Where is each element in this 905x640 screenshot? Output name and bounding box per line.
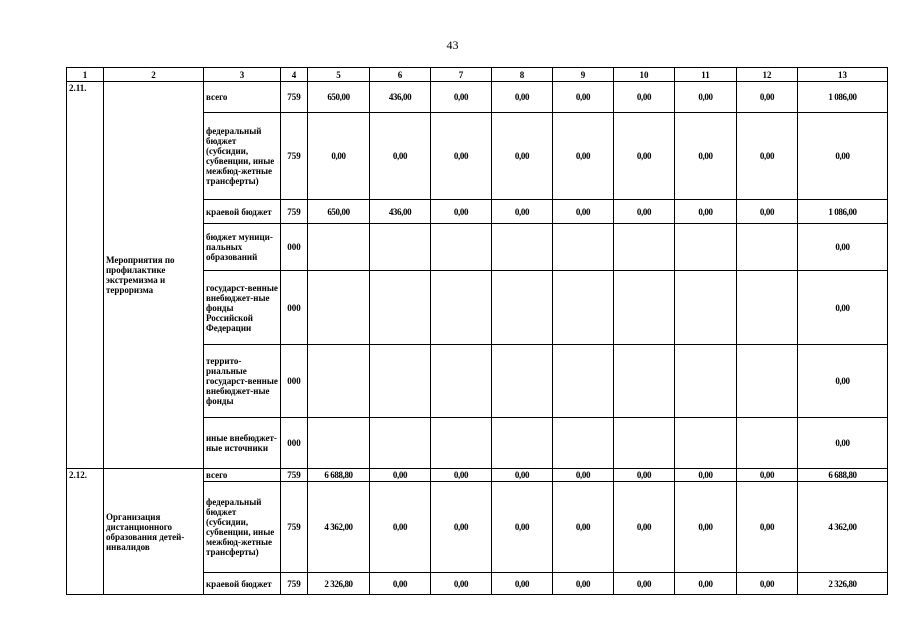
amount-cell [370,418,431,469]
amount-cell: 0,00 [798,271,888,345]
column-number: 13 [798,68,888,82]
amount-cell [675,271,737,345]
amount-cell: 4 362,00 [308,482,370,573]
page-number: 43 [446,38,459,52]
amount-cell: 0,00 [431,482,492,573]
amount-cell: 0,00 [737,469,798,482]
amount-cell [308,345,370,418]
amount-cell: 0,00 [675,482,737,573]
funding-source: краевой бюджет [204,200,281,224]
column-number: 8 [492,68,553,82]
item-number: 2.11. [67,82,104,469]
amount-cell: 0,00 [492,82,553,113]
amount-cell [308,418,370,469]
amount-cell: 0,00 [431,573,492,595]
amount-cell [492,345,553,418]
amount-cell: 650,00 [308,82,370,113]
amount-cell: 0,00 [492,573,553,595]
amount-cell: 0,00 [614,469,675,482]
amount-cell: 0,00 [492,200,553,224]
funding-source: федеральный бюджет (субсидии, субвенции, иные межбюд-жетные трансферты) [204,113,281,200]
budget-code: 759 [281,482,308,573]
amount-cell: 0,00 [798,418,888,469]
column-number: 6 [370,68,431,82]
amount-cell [675,224,737,271]
amount-cell: 0,00 [737,82,798,113]
amount-cell [553,418,614,469]
budget-code: 759 [281,469,308,482]
amount-cell: 0,00 [492,469,553,482]
amount-cell: 0,00 [308,113,370,200]
amount-cell: 436,00 [370,200,431,224]
amount-cell: 1 086,00 [798,82,888,113]
amount-cell [553,224,614,271]
amount-cell: 0,00 [675,82,737,113]
amount-cell: 0,00 [492,482,553,573]
measure-name: Мероприятия по профилактике экстремизма и терроризма [104,82,204,469]
amount-cell: 0,00 [553,200,614,224]
amount-cell: 0,00 [614,573,675,595]
amount-cell: 6 688,80 [798,469,888,482]
header-row [67,68,888,82]
budget-code: 000 [281,271,308,345]
amount-cell: 0,00 [614,482,675,573]
amount-cell: 2 326,80 [308,573,370,595]
amount-cell: 6 688,80 [308,469,370,482]
amount-cell [370,224,431,271]
amount-cell: 0,00 [614,200,675,224]
amount-cell: 0,00 [737,113,798,200]
amount-cell: 0,00 [737,200,798,224]
amount-cell [308,224,370,271]
funding-source: всего [204,82,281,113]
amount-cell: 0,00 [370,113,431,200]
column-number: 2 [104,68,204,82]
amount-cell: 0,00 [675,469,737,482]
amount-cell: 0,00 [370,573,431,595]
column-number: 4 [281,68,308,82]
amount-cell: 0,00 [798,113,888,200]
table-row [67,82,888,113]
column-number: 10 [614,68,675,82]
amount-cell [492,271,553,345]
budget-code: 759 [281,82,308,113]
amount-cell: 0,00 [675,573,737,595]
budget-table [66,67,888,595]
amount-cell: 0,00 [798,345,888,418]
amount-cell: 436,00 [370,82,431,113]
amount-cell [370,271,431,345]
amount-cell: 0,00 [431,200,492,224]
amount-cell [675,345,737,418]
column-number: 5 [308,68,370,82]
amount-cell [553,345,614,418]
amount-cell: 4 362,00 [798,482,888,573]
column-number: 11 [675,68,737,82]
amount-cell: 0,00 [675,200,737,224]
table-row [67,469,888,482]
column-number: 9 [553,68,614,82]
funding-source: иные внебюджет-ные источники [204,418,281,469]
column-number: 3 [204,68,281,82]
amount-cell [431,271,492,345]
funding-source: краевой бюджет [204,573,281,595]
amount-cell: 0,00 [675,113,737,200]
amount-cell [614,224,675,271]
amount-cell [737,271,798,345]
amount-cell: 0,00 [553,482,614,573]
amount-cell: 0,00 [431,469,492,482]
budget-code: 000 [281,418,308,469]
amount-cell: 2 326,80 [798,573,888,595]
amount-cell [492,418,553,469]
budget-code: 759 [281,200,308,224]
funding-source: террито-риальные государст-венные внебюджет-ные фонды [204,345,281,418]
amount-cell: 0,00 [370,469,431,482]
amount-cell [370,345,431,418]
amount-cell: 0,00 [431,82,492,113]
amount-cell [614,271,675,345]
budget-code: 000 [281,224,308,271]
amount-cell [308,271,370,345]
amount-cell [614,418,675,469]
amount-cell: 0,00 [370,482,431,573]
amount-cell: 1 086,00 [798,200,888,224]
amount-cell [737,345,798,418]
funding-source: федеральный бюджет (субсидии, субвенции, иные межбюд-жетные трансферты) [204,482,281,573]
amount-cell: 0,00 [737,573,798,595]
amount-cell [492,224,553,271]
amount-cell: 0,00 [614,113,675,200]
funding-source: государст-венные внебюджет-ные фонды Российской Федерации [204,271,281,345]
amount-cell: 0,00 [798,224,888,271]
amount-cell [614,345,675,418]
item-number: 2.12. [67,469,104,595]
amount-cell: 0,00 [431,113,492,200]
funding-source: бюджет муници-пальных образований [204,224,281,271]
amount-cell: 0,00 [553,469,614,482]
column-number: 1 [67,68,104,82]
amount-cell: 0,00 [553,113,614,200]
amount-cell [737,418,798,469]
amount-cell: 650,00 [308,200,370,224]
table-body [67,68,888,595]
column-number: 7 [431,68,492,82]
amount-cell [431,418,492,469]
amount-cell [675,418,737,469]
amount-cell: 0,00 [553,573,614,595]
amount-cell: 0,00 [614,82,675,113]
budget-code: 759 [281,113,308,200]
funding-source: всего [204,469,281,482]
budget-code: 759 [281,573,308,595]
amount-cell [737,224,798,271]
budget-code: 000 [281,345,308,418]
amount-cell: 0,00 [553,82,614,113]
amount-cell [431,345,492,418]
amount-cell: 0,00 [492,113,553,200]
amount-cell: 0,00 [737,482,798,573]
measure-name: Организация дистанционного образования детей-инвалидов [104,469,204,595]
amount-cell [431,224,492,271]
amount-cell [553,271,614,345]
column-number: 12 [737,68,798,82]
